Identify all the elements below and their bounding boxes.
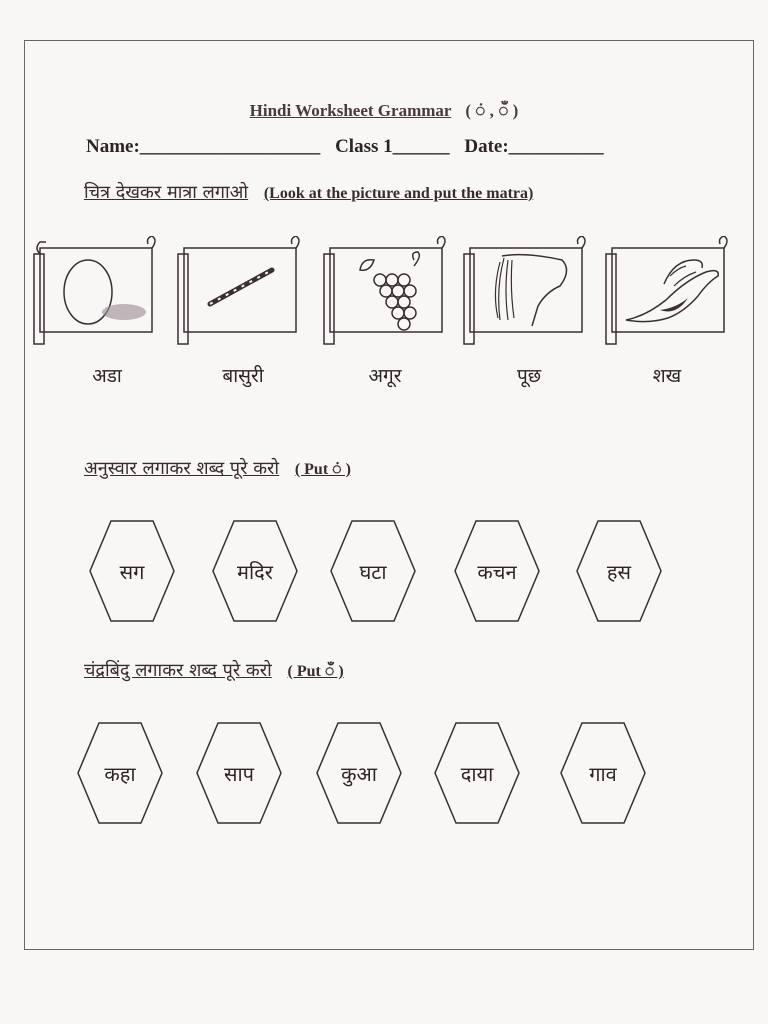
section3-heading-hindi: चंद्रबिंदु लगाकर शब्द पूरे करो xyxy=(84,660,272,681)
title-text: Hindi Worksheet Grammar xyxy=(249,101,452,120)
section1-heading xyxy=(84,180,533,204)
section2-heading-english: ( Put ं ) xyxy=(294,461,351,478)
section2-heading xyxy=(84,456,351,480)
hexagon-word-8 xyxy=(316,722,402,824)
hexagon-label: सग xyxy=(119,559,145,584)
hexagon-word-3 xyxy=(330,520,416,622)
name-field[interactable]: Name:___________________ xyxy=(86,136,321,157)
egg-icon xyxy=(32,236,158,346)
hexagon-label: कचन xyxy=(477,559,517,584)
hexagon-word-5 xyxy=(576,520,662,622)
conch-icon xyxy=(604,236,730,346)
section1-heading-hindi: चित्र देखकर मात्रा लगाओ xyxy=(84,182,249,203)
word-1: अडा xyxy=(92,365,122,387)
hexagon-word-6 xyxy=(77,722,163,824)
word-4: पूछ xyxy=(516,365,542,387)
section3-heading-english: ( Put ँ ) xyxy=(287,663,344,680)
hexagon-label: मदिर xyxy=(237,559,273,584)
word-2: बासुरी xyxy=(222,365,264,387)
hexagon-label: कहा xyxy=(104,761,136,786)
hexagon-label: हस xyxy=(606,559,632,584)
hexagon-label: कुआ xyxy=(341,761,377,786)
hexagon-word-1 xyxy=(89,520,175,622)
hexagon-word-4 xyxy=(454,520,540,622)
worksheet-title xyxy=(0,98,768,121)
hexagon-label: दाया xyxy=(460,761,494,786)
section2-heading-hindi: अनुस्वार लगाकर शब्द पूरे करो xyxy=(84,458,280,479)
hexagon-word-7 xyxy=(196,722,282,824)
grapes-icon xyxy=(322,236,448,346)
student-info-row xyxy=(86,136,706,158)
picture-card-tail xyxy=(462,236,588,346)
tail-icon xyxy=(462,236,588,346)
picture-card-egg xyxy=(32,236,158,346)
class-field[interactable]: Class 1______ xyxy=(335,136,450,157)
hexagon-label: घटा xyxy=(359,559,387,584)
section3-heading xyxy=(84,658,344,682)
picture-card-conch xyxy=(604,236,730,346)
picture-card-grapes xyxy=(322,236,448,346)
hexagon-word-9 xyxy=(434,722,520,824)
hexagon-label: गाव xyxy=(589,761,617,786)
section1-heading-english: (Look at the picture and put the matra) xyxy=(263,185,534,202)
word-3: अगूर xyxy=(368,365,402,387)
hexagon-word-10 xyxy=(560,722,646,824)
picture-card-flute xyxy=(176,236,302,346)
date-field[interactable]: Date:__________ xyxy=(464,136,604,157)
hexagon-label: साप xyxy=(223,761,255,786)
word-5: शख xyxy=(652,365,682,387)
hexagon-word-2 xyxy=(212,520,298,622)
title-marks: ( ं , ँ ) xyxy=(465,101,519,120)
flute-icon xyxy=(176,236,302,346)
